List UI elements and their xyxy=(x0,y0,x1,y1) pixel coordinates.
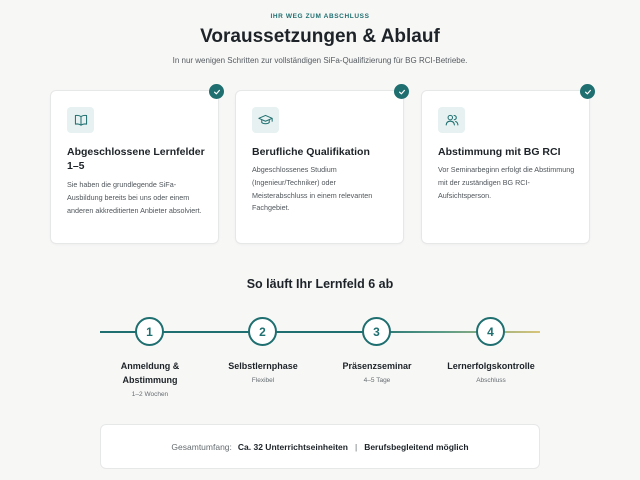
step-duration: Abschluss xyxy=(476,377,506,384)
check-icon xyxy=(209,84,224,99)
graduation-cap-icon xyxy=(252,107,279,133)
users-icon xyxy=(438,107,465,133)
check-icon xyxy=(580,84,595,99)
page-subtitle: In nur wenigen Schritten zur vollständigen SiFa-Qualifizierung für BG RCI-Betriebe. xyxy=(172,56,468,65)
step-number: 4 xyxy=(476,317,505,346)
check-icon xyxy=(394,84,409,99)
requirement-card-qualifikation xyxy=(235,90,404,244)
step-label: Lernerfolgskontrolle xyxy=(447,361,535,371)
page-title: Voraussetzungen & Ablauf xyxy=(200,26,440,47)
summary-mode: Berufsbegleitend möglich xyxy=(364,441,469,452)
step-duration: 1–2 Wochen xyxy=(131,391,169,398)
step-number: 3 xyxy=(362,317,391,346)
process-track xyxy=(100,331,540,333)
step-label: Anmeldung & Abstimmung xyxy=(120,361,180,385)
card-title: Abstimmung mit BG RCI xyxy=(438,146,561,158)
requirement-card-lernfelder xyxy=(50,90,219,244)
card-text: Sie haben die grundlegende SiFa-Ausbildung bereits bei uns oder einem anderen akkreditierten Anbieter absolviert. xyxy=(67,180,202,215)
summary-box xyxy=(100,424,540,469)
step-label: Selbstlernphase xyxy=(228,361,298,371)
summary-separator: | xyxy=(354,441,358,452)
book-icon xyxy=(67,107,94,133)
requirement-card-abstimmung xyxy=(421,90,590,244)
summary-units: Ca. 32 Unterrichtseinheiten xyxy=(237,441,348,452)
summary-label: Gesamtumfang: xyxy=(171,441,232,452)
card-title: Abgeschlossene Lernfelder 1–5 xyxy=(67,146,205,172)
step-label: Präsenzseminar xyxy=(342,361,412,371)
step-duration: Flexibel xyxy=(251,377,275,384)
card-title: Berufliche Qualifikation xyxy=(252,146,370,158)
step-number: 2 xyxy=(248,317,277,346)
step-number: 1 xyxy=(135,317,164,346)
card-text: Vor Seminarbeginn erfolgt die Abstimmung mit der zuständigen BG RCI-Aufsichtsperson. xyxy=(438,165,575,200)
card-text: Abgeschlossenes Studium (Ingenieur/Techniker) oder Meisterabschluss in einem relevanten Fachgebiet. xyxy=(252,165,373,213)
step-duration: 4–5 Tage xyxy=(363,377,391,384)
process-title: So läuft Ihr Lernfeld 6 ab xyxy=(246,277,394,291)
eyebrow: IHR WEG ZUM ABSCHLUSS xyxy=(270,13,370,20)
